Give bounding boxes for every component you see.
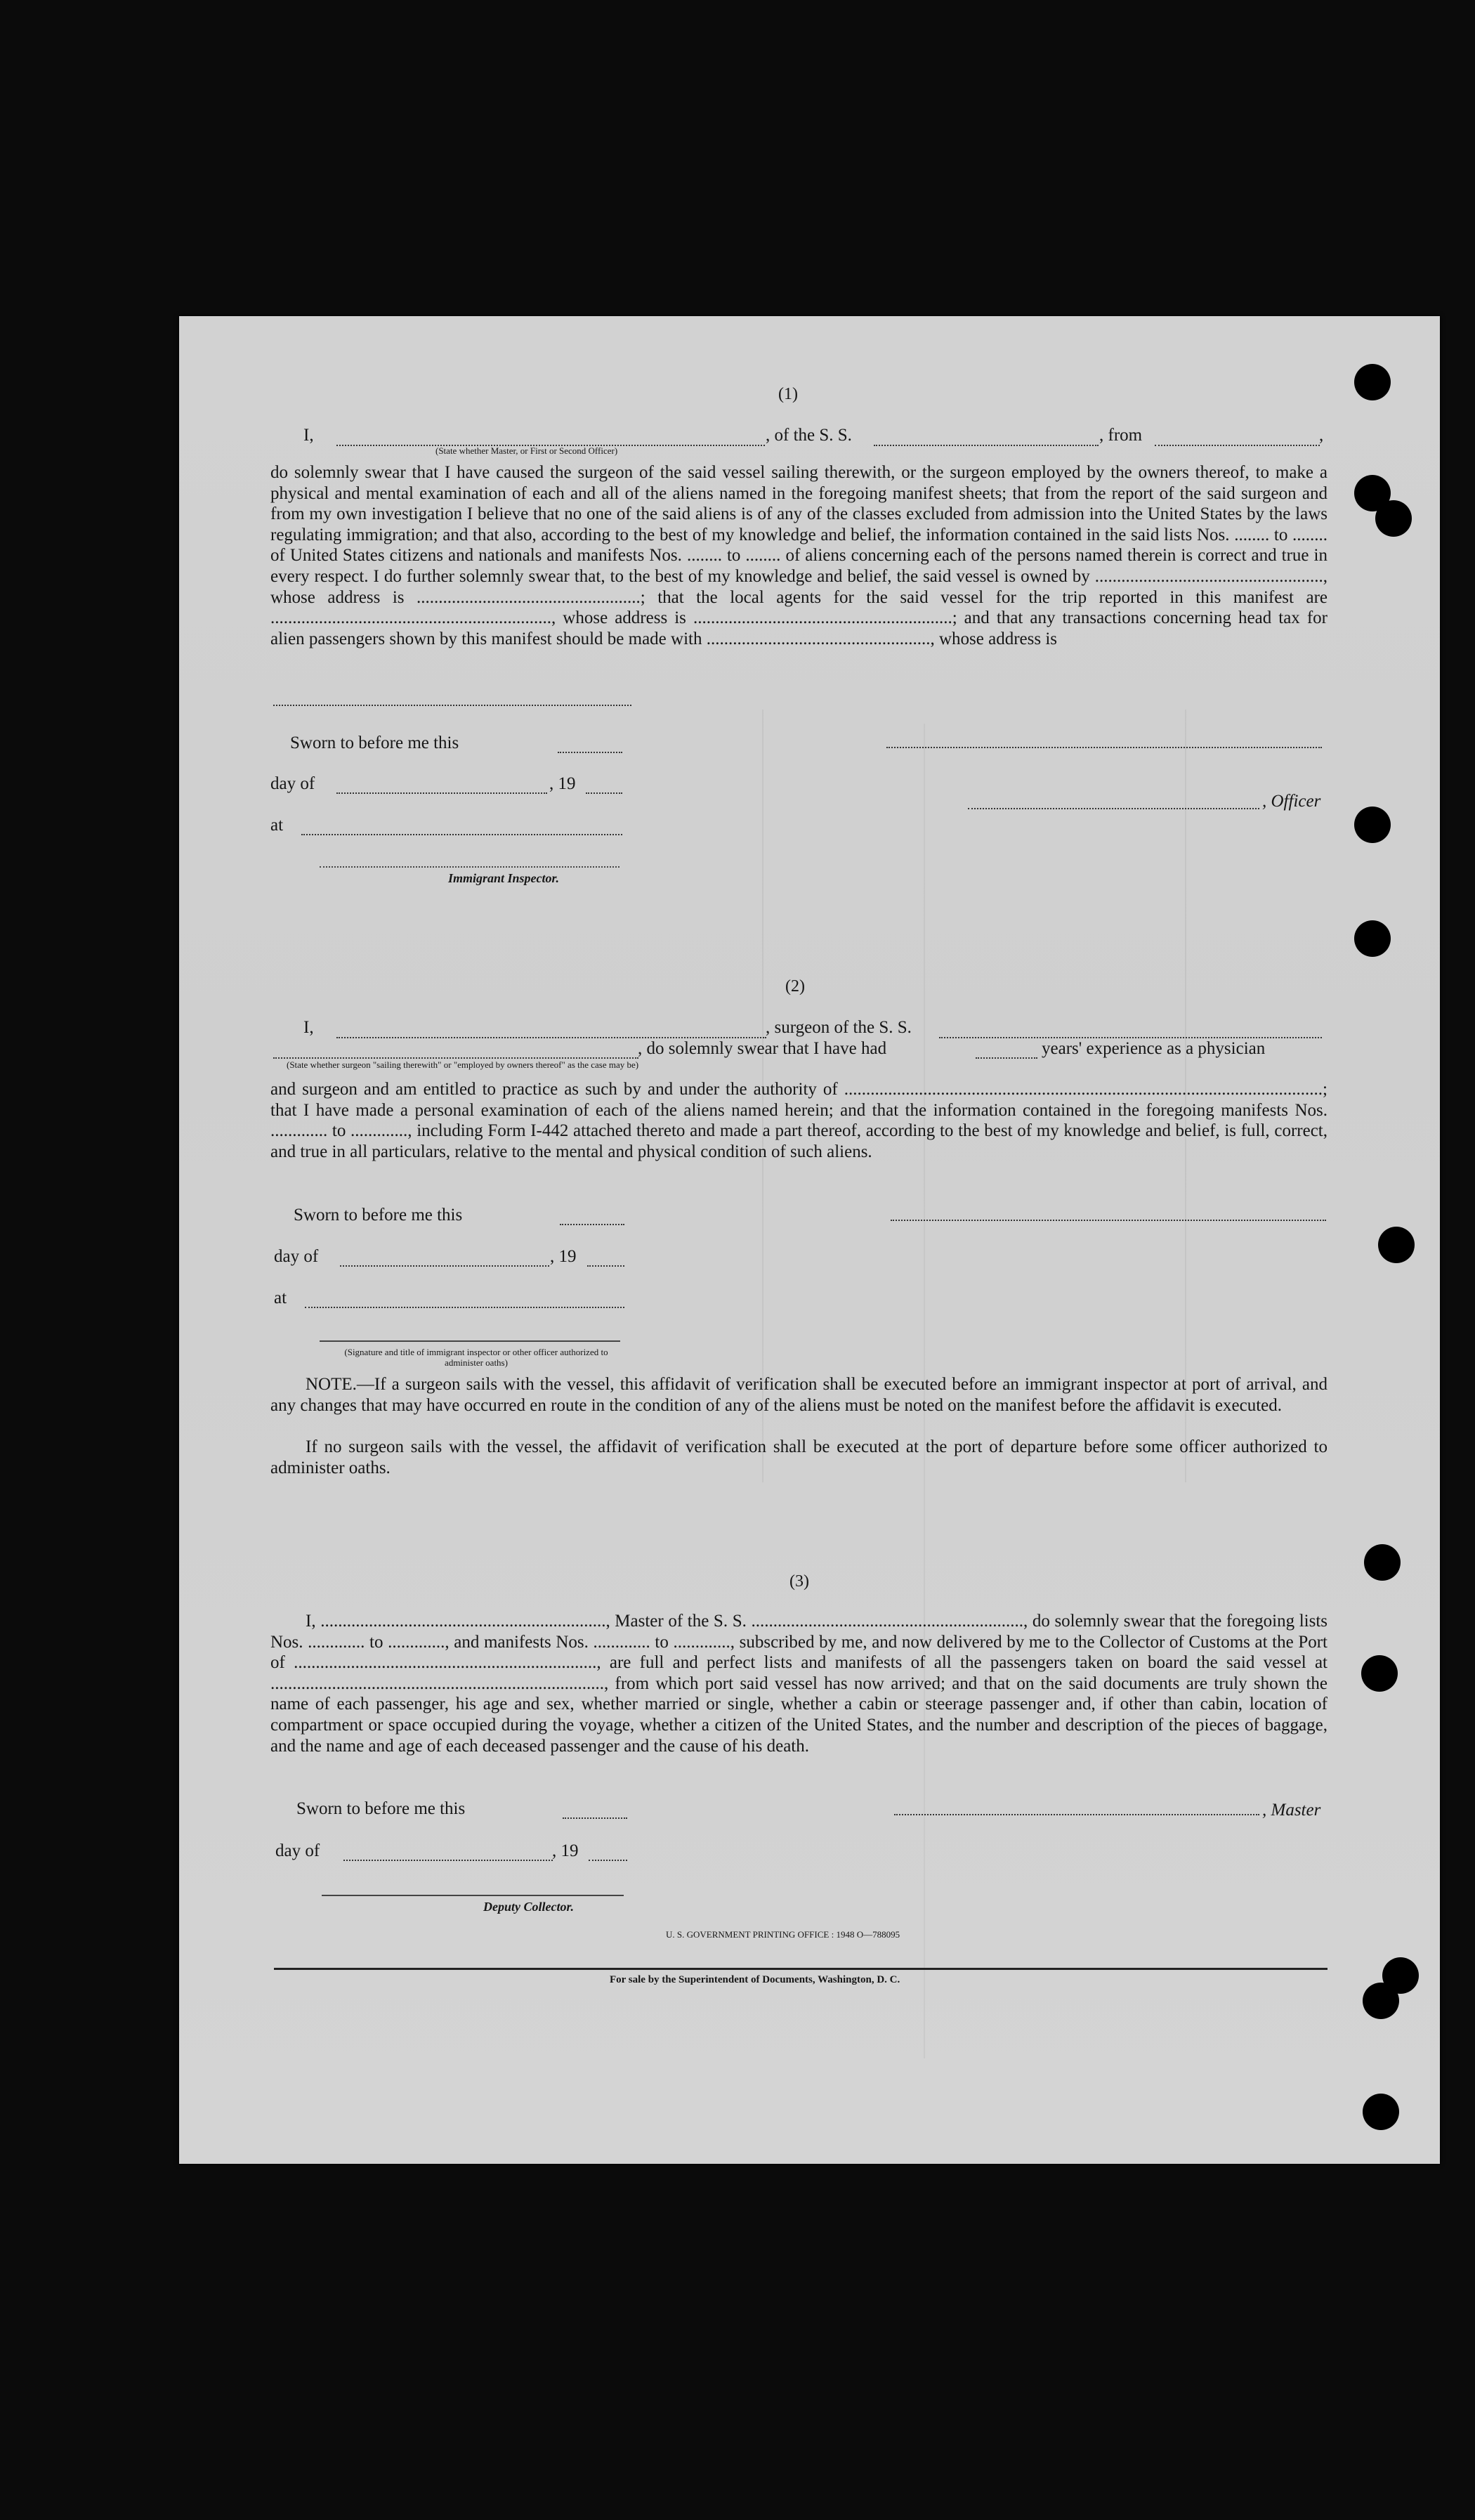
s3-text: I, ................................................................., Master of the S. S. .............................................................., do solemnly swear that the foregoing lists Nos. ............. to ............., and manifests Nos. ............. to ............., subscribed by me, and now delivered by me to the Collector of Customs at the Port of ....................................................................., are full and perfect lists and manifests of all the passengers taken on board the said vessel at ............................................................................, from which port said vessel has now arrived; and that on the said documents are truly shown the name of each passenger, his age and sex, whether married or single, whether a cabin or steerage passenger and, if other than cabin, location of compartment or space occupied during the voyage, whether a citizen of the United States, and the number and description of the pieces of baggage, and the name and age of each deceased passenger and the cause of his death. [270, 1612, 1328, 1756]
s2-sworn-field[interactable] [560, 1211, 624, 1225]
s2-caption: (State whether surgeon "sailing therewith" or "employed by owners thereof" as the case may be) [287, 1059, 639, 1070]
s1-officer-line-1[interactable] [886, 747, 1322, 748]
s3-collector-label: Deputy Collector. [483, 1900, 574, 1914]
s1-year-label: , 19 [549, 774, 576, 793]
s2-surgeon-signature-line[interactable] [891, 1220, 1326, 1221]
s2-year-field[interactable] [587, 1253, 624, 1267]
s1-comma: , [1319, 426, 1324, 445]
s2-body-text: and surgeon and am entitled to practice as such by and under the authority of .............................................................................................................; that I have made a personal examination of each of the aliens named herein; and that the information contained in the foregoing manifests Nos. ............. to ............., including Form I-442 attached thereto and made a part thereof, according to the best of my knowledge and belief, is full, correct, and true in all particulars, relative to the mental and physical condition of such aliens. [270, 1080, 1328, 1161]
punch-hole [1363, 2094, 1399, 2130]
s2-signature-caption: (Signature and title of immigrant inspector or other officer authorized to administer oaths) [344, 1347, 608, 1368]
s1-from-label: , from [1099, 426, 1143, 445]
section-3-number: (3) [789, 1572, 809, 1591]
s3-master-signature-line[interactable] [894, 1814, 1259, 1815]
section-2-number: (2) [785, 977, 805, 995]
s3-day-field[interactable] [343, 1847, 553, 1861]
punch-hole [1375, 500, 1412, 537]
s3-body-text [270, 1611, 1328, 1756]
s1-name-field[interactable] [336, 432, 765, 446]
punch-hole [1364, 1544, 1401, 1581]
s1-at-label: at [270, 816, 284, 835]
s2-name-field[interactable] [336, 1024, 766, 1038]
s1-i-label: I, [303, 426, 314, 445]
s1-inspector-label: Immigrant Inspector. [448, 871, 560, 885]
s2-note-label: NOTE. [306, 1375, 357, 1394]
s1-from-field[interactable] [1155, 432, 1320, 446]
s1-officer-line-2[interactable] [968, 808, 1259, 809]
s3-master-label: , Master [1262, 1801, 1321, 1820]
s1-caption: (State whether Master, or First or Second Officer) [435, 445, 618, 456]
s2-surgeon-label: , surgeon of the S. S. [766, 1018, 912, 1037]
footer-rule [274, 1968, 1328, 1970]
s3-sworn-field[interactable] [563, 1805, 627, 1819]
s1-of-ss-label: , of the S. S. [766, 426, 852, 445]
s1-at-field[interactable] [301, 821, 622, 835]
s2-employment-field[interactable] [273, 1045, 638, 1059]
s2-day-field[interactable] [340, 1253, 549, 1267]
s3-year-label: , 19 [552, 1841, 579, 1860]
s2-note [270, 1374, 1328, 1416]
s2-vessel-field[interactable] [939, 1024, 1322, 1038]
s2-note-text: —If a surgeon sails with the vessel, this affidavit of verification shall be executed before an immigrant inspector at port of arrival, and any changes that may have occurred en route in the condition of any of the aliens must be noted on the manifest before the affidavit is executed. [270, 1375, 1328, 1415]
punch-hole [1354, 364, 1391, 400]
punch-hole [1361, 1655, 1398, 1692]
gpo-imprint: U. S. GOVERNMENT PRINTING OFFICE : 1948 O—788095 [666, 1929, 900, 1940]
s1-day-field[interactable] [336, 780, 547, 794]
sale-notice: For sale by the Superintendent of Documents, Washington, D. C. [610, 1974, 900, 1985]
s2-note2 [270, 1437, 1328, 1478]
s2-swear-label: , do solemnly swear that I have had [638, 1039, 887, 1058]
s1-officer-label: , Officer [1262, 792, 1321, 811]
s2-years-label: years' experience as a physician [1042, 1039, 1266, 1058]
s3-sworn-label: Sworn to before me this [296, 1799, 466, 1818]
s1-sworn-field[interactable] [558, 739, 622, 753]
punch-hole [1354, 807, 1391, 843]
s1-vessel-field[interactable] [874, 432, 1099, 446]
s1-year-field[interactable] [586, 780, 622, 794]
s2-sworn-label: Sworn to before me this [294, 1206, 463, 1225]
s2-year-label: , 19 [550, 1247, 577, 1266]
s3-collector-signature-line[interactable] [322, 1895, 624, 1896]
s2-years-field[interactable] [976, 1045, 1037, 1059]
s2-i-label: I, [303, 1018, 314, 1037]
s1-contact-address-field[interactable] [273, 692, 631, 706]
s3-year-field[interactable] [589, 1847, 627, 1861]
s1-body-text: do solemnly swear that I have caused the surgeon of the said vessel sailing therewith, or the surgeon employed by the owners thereof, to make a physical and mental examination of each and all of the aliens named in the foregoing manifest sheets; that from the report of the said surgeon and from my own investigation I believe that no one of the said aliens is of any of the classes excluded from admission into the United States by the laws regulating immigration; and that also, according to the best of my knowledge and belief, the information contained in the said lists Nos. ........ to ........ of United States citizens and nationals and manifests Nos. ........ to ........ of aliens concerning each of the persons named therein is correct and true in every respect. I do further solemnly swear that, to the best of my knowledge and belief, the said vessel is owned by ...................................................., whose address is ...................................................; that the local agents for the said vessel for the trip reported in this manifest are ................................................................, whose address is ...........................................................; and that any transactions concerning head tax for alien passengers shown by this manifest should be made with ..................................................., whose address is [270, 463, 1328, 648]
punch-hole [1354, 920, 1391, 957]
section-1-number: (1) [778, 385, 798, 403]
s3-day-label: day of [275, 1841, 320, 1860]
s2-at-field[interactable] [305, 1294, 624, 1308]
s2-signature-line[interactable] [320, 1340, 620, 1342]
s1-sworn-label: Sworn to before me this [290, 733, 459, 752]
s2-day-label: day of [274, 1247, 319, 1266]
s2-note2-text: If no surgeon sails with the vessel, the affidavit of verification shall be executed at the port of departure before some officer authorized to administer oaths. [270, 1437, 1328, 1477]
s1-day-label: day of [270, 774, 315, 793]
s2-at-label: at [274, 1288, 287, 1307]
punch-hole [1378, 1227, 1415, 1263]
s1-inspector-signature-line[interactable] [320, 866, 620, 868]
punch-hole [1363, 1983, 1399, 2019]
